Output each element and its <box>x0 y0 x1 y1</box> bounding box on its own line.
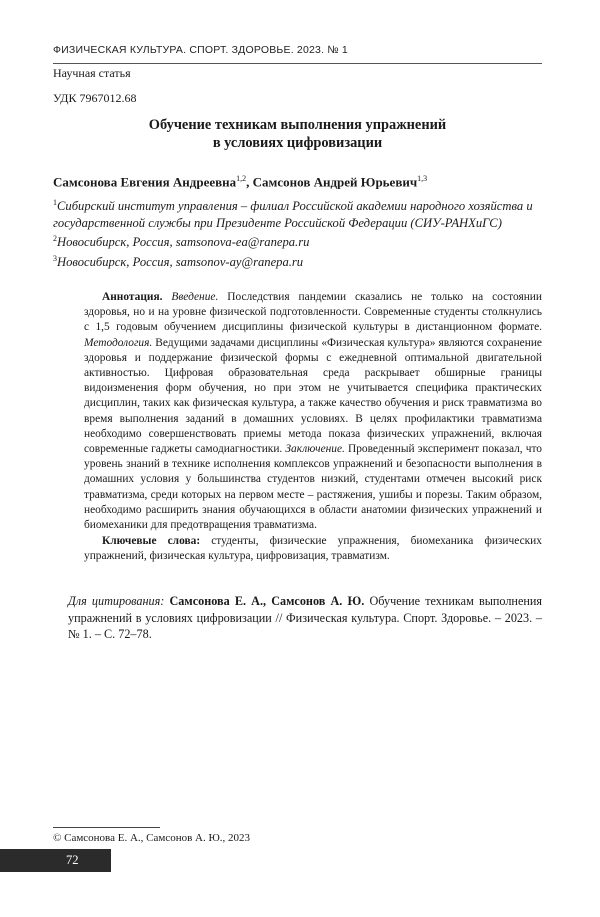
abstract-method-label: Методология. <box>84 336 153 349</box>
author-2-affil-ref: 1,3 <box>417 174 428 183</box>
abstract-conclusion-label: Заключение. <box>285 443 345 456</box>
abstract <box>84 290 542 565</box>
footnote-rule <box>53 827 160 828</box>
citation-authors: Самсонова Е. А., Самсонов А. Ю. <box>169 594 365 608</box>
copyright: © Самсонова Е. А., Самсонов А. Ю., 2023 <box>53 832 251 844</box>
keywords <box>84 534 542 564</box>
affiliation-2-text: Новосибирск, Россия, samsonova-ea@ranepa.ru <box>57 235 310 250</box>
affiliation-2-marker: 2 <box>53 234 57 244</box>
abstract-paragraph <box>84 290 542 533</box>
abstract-intro-text: Последствия пандемии сказались не только на состоянии здоровья, но и на уровне физической подготовленности. Современные студенты столкнулись с 1,5 годовым обучением дисциплины физической культуры в дистанционном формате. <box>84 291 542 334</box>
abstract-label: Аннотация. <box>102 291 163 303</box>
article-title <box>53 116 542 152</box>
affiliation-1 <box>53 195 542 231</box>
abstract-conclusion-text: Проведенный эксперимент показал, что уровень знаний в технике исполнения комплексов упражнений и безопасности выполнения в домашних условия у большинства студентов низкий, студентами отмечен высокий риск травматизма, среди которых на первом месте – растяжения, ушибы и порезы. Таким образом, необходимо расширить знания обучающихся в области анатомии физических упражнений и биомеханики для предотвращения травматизма. <box>84 443 542 532</box>
author-separator: , <box>246 174 253 190</box>
affiliation-1-text: Сибирский институт управления – филиал Российской академии народного хозяйства и государственной службы при Президенте Российской Федерации (СИУ-РАНХиГС) <box>53 199 533 230</box>
header-rule <box>53 63 542 64</box>
citation-text: Обучение техникам выполнения упражнений в условиях цифровизации // Физическая культура. Спорт. Здоровье. – 2023. – № 1. – С. 72–78. <box>68 594 543 642</box>
keywords-text: студенты, физические упражнения, биомеханика физических упражнений, физическая культура, цифровизация, травматизм. <box>84 535 542 563</box>
page-number-bar <box>0 849 111 872</box>
citation <box>68 593 542 643</box>
affiliation-3-marker: 3 <box>53 253 57 263</box>
authors <box>53 174 427 190</box>
affiliation-1-marker: 1 <box>53 198 57 207</box>
page-number: 72 <box>66 853 79 867</box>
author-2-name: Самсонов Андрей Юрьевич <box>252 174 418 190</box>
affiliations <box>53 195 542 271</box>
author-1-name: Самсонова Евгения Андреевна <box>53 174 237 190</box>
author-1-affil-ref: 1,2 <box>236 174 247 183</box>
keywords-label: Ключевые слова: <box>102 535 201 548</box>
affiliation-2 <box>53 231 542 251</box>
affiliation-3-text: Новосибирск, Россия, samsonov-ay@ranepa.ru <box>57 255 304 270</box>
abstract-method-text: Ведущими задачами дисциплины «Физическая культура» являются сохранение здоровья и поддержание физической формы с ежедневной оптимальной двигательной активностью. Цифровая образовательная среда раскрывает обширные границы видоизменения форм обучения, но при этом не учитывается специфика практических дисциплин, таких как физическая культура, а также качество обучения и риск травматизма во время выполнения заданий в домашних условиях. В целях профилактики травматизма необходимо совершенствовать приемы метода показа физических упражнений, включая современные гаджеты самодиагностики. <box>84 336 542 456</box>
affiliation-3 <box>53 251 542 271</box>
title-line-2: в условиях цифровизации <box>212 135 383 151</box>
udk-code: УДК 7967012.68 <box>53 91 137 105</box>
abstract-intro-label: Введение. <box>171 291 219 303</box>
citation-label: Для цитирования: <box>68 594 165 608</box>
article-type: Научная статья <box>53 66 131 80</box>
title-line-1: Обучение техникам выполнения упражнений <box>148 117 447 133</box>
running-header: ФИЗИЧЕСКАЯ КУЛЬТУРА. СПОРТ. ЗДОРОВЬЕ. 2023. № 1 <box>53 44 348 56</box>
